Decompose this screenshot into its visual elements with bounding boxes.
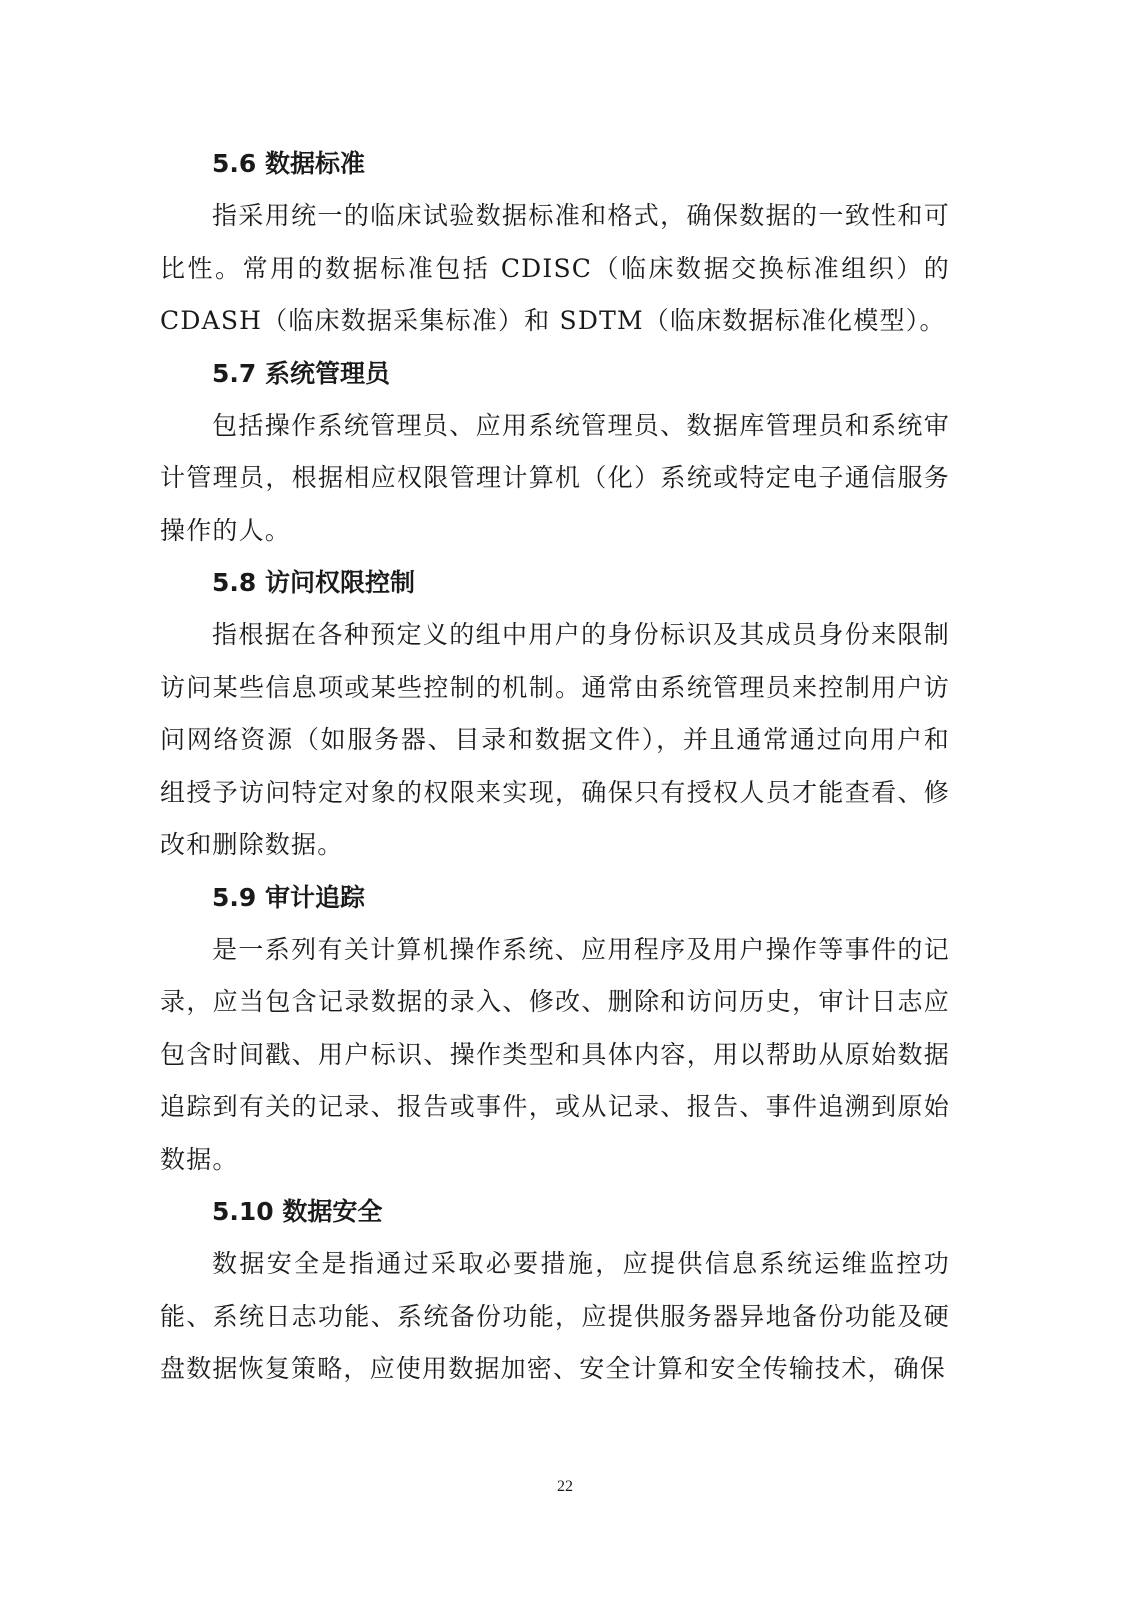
section-heading-5-8: 5.8 访问权限控制 <box>212 568 415 597</box>
section-body-5-7: 包括操作系统管理员、应用系统管理员、数据库管理员和系统审计管理员，根据相应权限管理计算机（化）系统或特定电子通信服务操作的人。 <box>160 410 950 545</box>
section-body-5-9: 是一系列有关计算机操作系统、应用程序及用户操作等事件的记录，应当包含记录数据的录入、修改、删除和访问历史，审计日志应包含时间戳、用户标识、操作类型和具体内容，用以帮助从原始数据追踪到有关的记录、报告或事件，或从记录、报告、事件追溯到原始数据。 <box>160 934 950 1174</box>
section-body-5-6: 指采用统一的临床试验数据标准和格式，确保数据的一致性和可比性。常用的数据标准包括 CDISC（临床数据交换标准组织）的 CDASH（临床数据采集标准）和 SDTM（临床数据标准化模型）。 <box>160 201 950 335</box>
page-content <box>160 138 950 1396</box>
section-heading-5-9: 5.9 审计追踪 <box>212 882 365 912</box>
section-heading-5-7: 5.7 系统管理员 <box>212 358 390 388</box>
section-heading-5-6: 5.6 数据标准 <box>212 149 365 178</box>
page-number: 22 <box>557 1478 573 1495</box>
section-heading-5-10: 5.10 数据安全 <box>212 1197 383 1226</box>
section-body-5-10: 数据安全是指通过采取必要措施，应提供信息系统运维监控功能、系统日志功能、系统备份功能，应提供服务器异地备份功能及硬盘数据恢复策略，应使用数据加密、安全计算和安全传输技术，确保 <box>160 1249 950 1383</box>
section-body-5-8: 指根据在各种预定义的组中用户的身份标识及其成员身份来限制访问某些信息项或某些控制的机制。通常由系统管理员来控制用户访问网络资源（如服务器、目录和数据文件），并且通常通过向用户和组授予访问特定对象的权限来实现，确保只有授权人员才能查看、修改和删除数据。 <box>160 620 950 859</box>
